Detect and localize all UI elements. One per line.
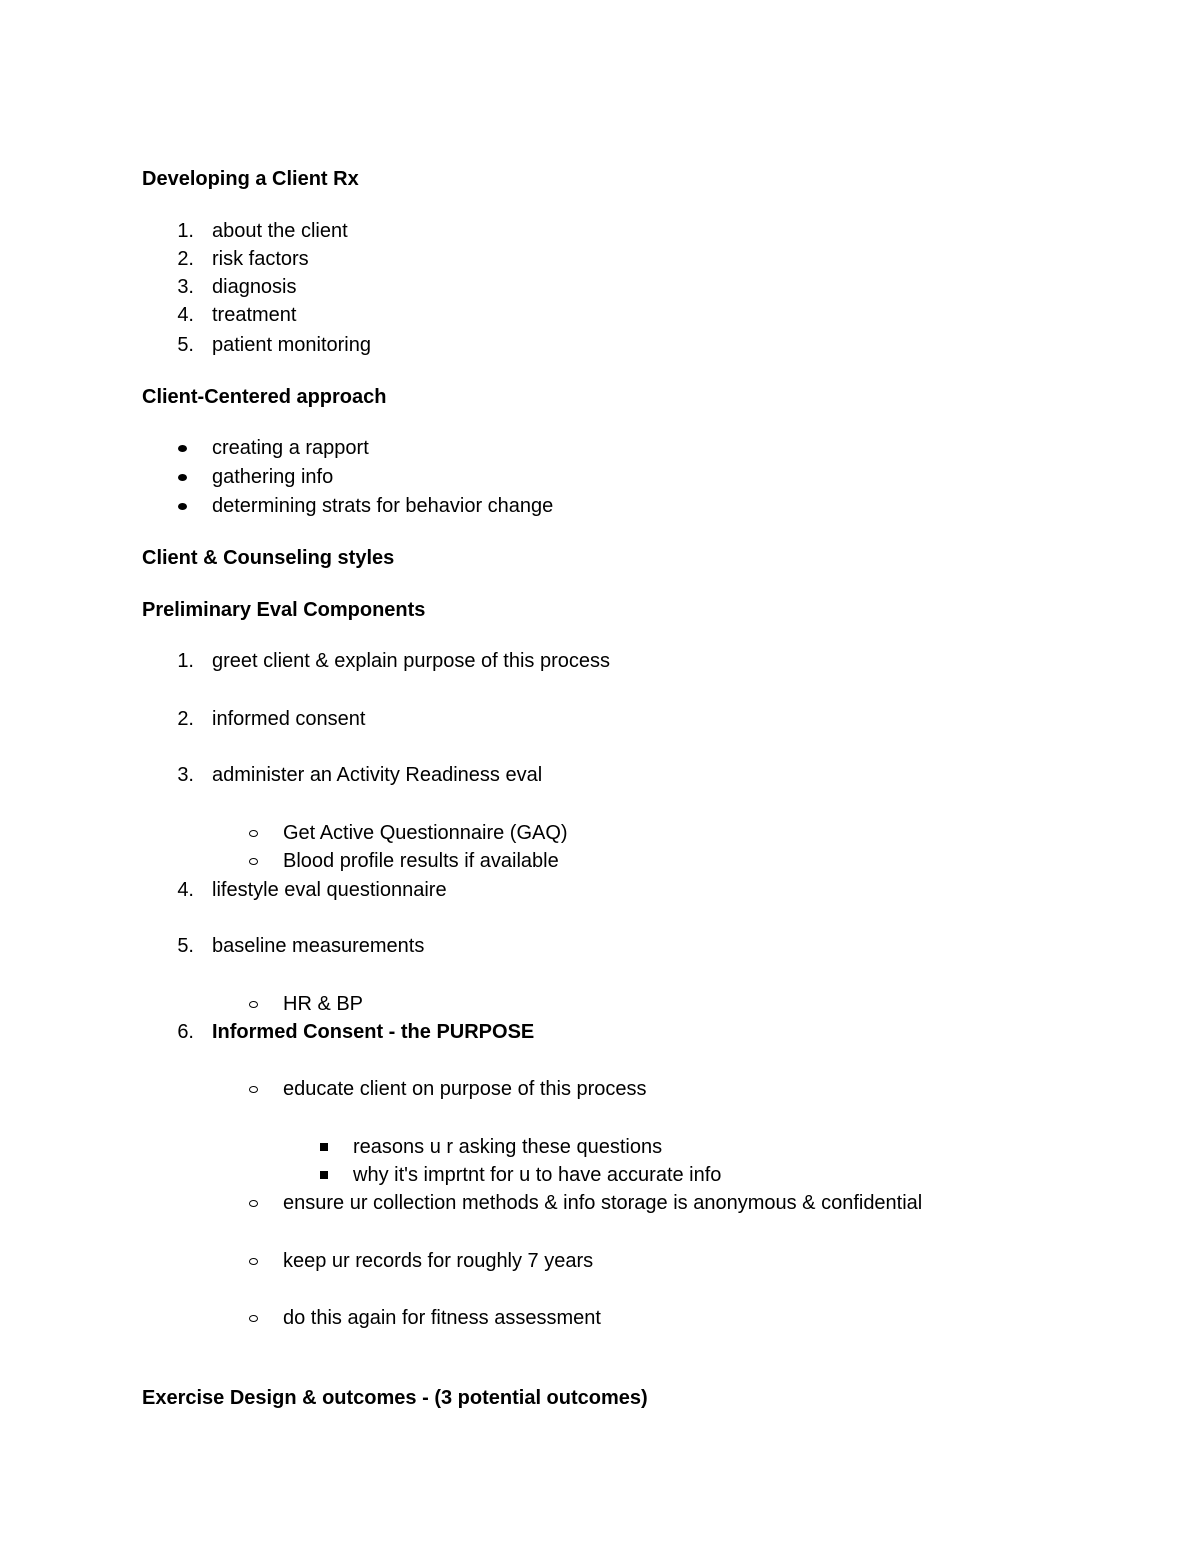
list-item: patient monitoring xyxy=(212,334,371,356)
list-item: do this again for fitness assessment xyxy=(283,1307,601,1329)
list-item: diagnosis xyxy=(212,276,297,298)
list-item: administer an Activity Readiness eval xyxy=(212,764,543,786)
list-marker: 2. xyxy=(177,708,194,730)
list-marker: 1. xyxy=(177,220,194,242)
section-heading-approach: Client-Centered approach xyxy=(142,386,387,408)
disc-bullet-icon xyxy=(178,445,187,452)
list-item: Get Active Questionnaire (GAQ) xyxy=(283,822,568,844)
list-item-heading: Informed Consent - the PURPOSE xyxy=(212,1021,535,1043)
list-item: reasons u r asking these questions xyxy=(353,1136,663,1158)
circle-bullet-icon xyxy=(249,1315,258,1322)
list-item: Blood profile results if available xyxy=(283,850,559,872)
list-marker: 5. xyxy=(177,935,194,957)
list-item: keep ur records for roughly 7 years xyxy=(283,1250,594,1272)
circle-bullet-icon xyxy=(249,1258,258,1265)
list-item: risk factors xyxy=(212,248,309,270)
list-item: gathering info xyxy=(212,466,334,488)
list-marker: 3. xyxy=(177,764,194,786)
section-heading-styles: Client & Counseling styles xyxy=(142,547,395,569)
list-item: informed consent xyxy=(212,708,366,730)
list-marker: 3. xyxy=(177,276,194,298)
list-item: baseline measurements xyxy=(212,935,425,957)
square-bullet-icon xyxy=(320,1171,328,1179)
circle-bullet-icon xyxy=(249,858,258,865)
list-marker: 1. xyxy=(177,650,194,672)
list-item: educate client on purpose of this process xyxy=(283,1078,647,1100)
section-heading-prelim: Preliminary Eval Components xyxy=(142,599,426,621)
square-bullet-icon xyxy=(320,1143,328,1151)
list-item: about the client xyxy=(212,220,348,242)
circle-bullet-icon xyxy=(249,830,258,837)
list-marker: 6. xyxy=(177,1021,194,1043)
list-item: creating a rapport xyxy=(212,437,369,459)
list-item: HR & BP xyxy=(283,993,364,1015)
list-item: why it's imprtnt for u to have accurate info xyxy=(353,1164,722,1186)
list-item: determining strats for behavior change xyxy=(212,495,554,517)
circle-bullet-icon xyxy=(249,1086,258,1093)
section-heading-rx: Developing a Client Rx xyxy=(142,168,359,190)
list-marker: 2. xyxy=(177,248,194,270)
list-item: lifestyle eval questionnaire xyxy=(212,879,447,901)
circle-bullet-icon xyxy=(249,1200,258,1207)
disc-bullet-icon xyxy=(178,503,187,510)
list-item: ensure ur collection methods & info storage is anonymous & confidential xyxy=(283,1192,923,1214)
list-marker: 5. xyxy=(177,334,194,356)
list-marker: 4. xyxy=(177,879,194,901)
section-heading-design: Exercise Design & outcomes - (3 potential outcomes) xyxy=(142,1387,648,1409)
disc-bullet-icon xyxy=(178,474,187,481)
list-item: treatment xyxy=(212,304,297,326)
circle-bullet-icon xyxy=(249,1001,258,1008)
list-item: greet client & explain purpose of this process xyxy=(212,650,610,672)
list-marker: 4. xyxy=(177,304,194,326)
